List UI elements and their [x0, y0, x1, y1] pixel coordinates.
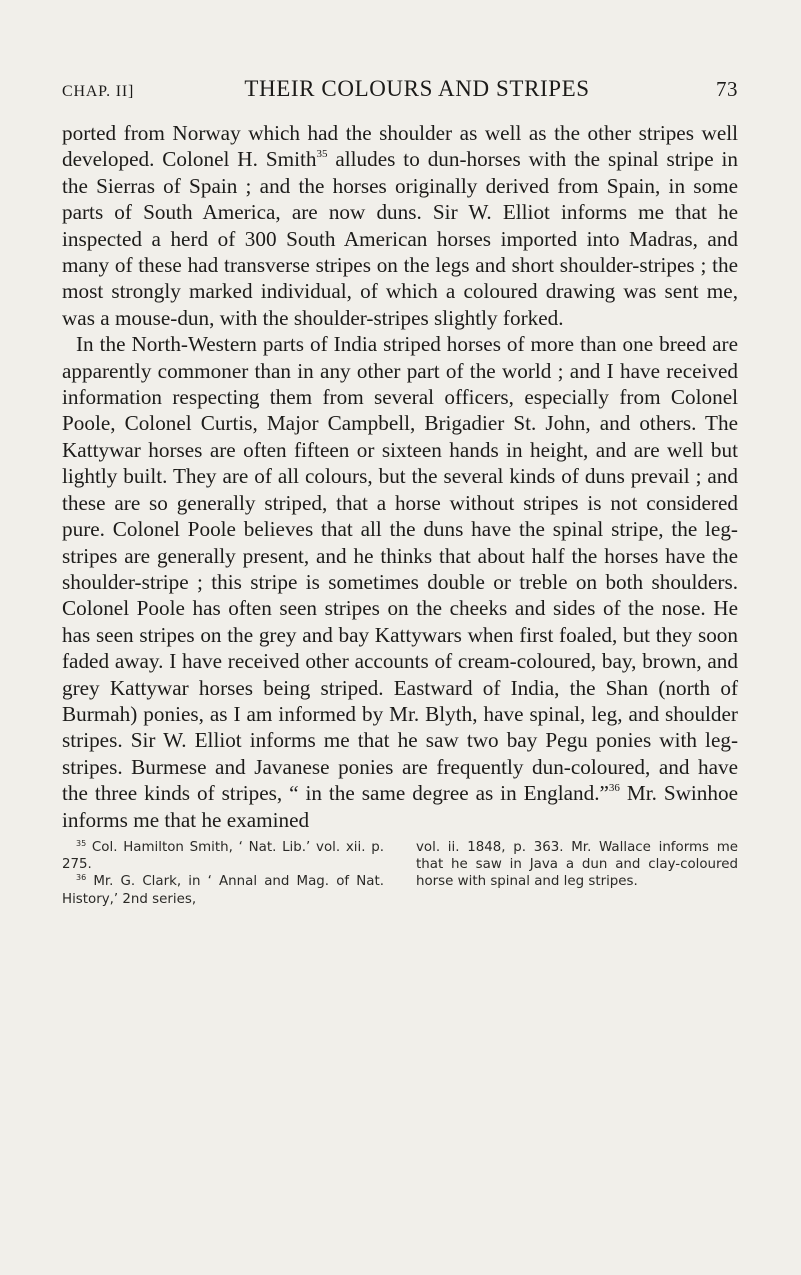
footnotes-right-column: [416, 839, 738, 908]
footnote-36: [62, 873, 384, 907]
running-head: [62, 76, 738, 102]
chapter-label: CHAP. II]: [62, 83, 135, 100]
footnote-ref-36: 36: [608, 782, 620, 795]
page-header-title: THEIR COLOURS AND STRIPES: [244, 76, 590, 101]
footnote-35: [62, 839, 384, 873]
footnote-35-text: Col. Hamilton Smith, ‘ Nat. Lib.’ vol. xii. p. 275.: [62, 839, 384, 873]
paragraph-1-text-a: ported from Norway which had the shoulder as well as the other stripes well developed. Colonel H. Smith: [62, 121, 738, 172]
book-page: [62, 76, 738, 908]
footnotes-left-column: [62, 839, 384, 908]
page-number: 73: [715, 77, 738, 101]
footnotes: [62, 839, 738, 908]
body-text: [62, 120, 738, 833]
paragraph-1-text-b: alludes to dun-horses with the spinal stripe in the Sierras of Spain ; and the horses originally derived from Spain, in some parts of South America, are now duns. Sir W. Elliot informs me that he inspected a herd of 300 South American horses imported into Madras, and many of these had transverse stripes on the legs and short shoulder-stripes ; the most strongly marked individual, of which a coloured drawing was sent me, was a mouse-dun, with the shoulder-stripes slightly forked.: [62, 147, 739, 330]
footnote-36-continued: vol. ii. 1848, p. 363. Mr. Wallace informs me that he saw in Java a dun and clay-coloured horse with spinal and leg stripes.: [416, 839, 738, 890]
footnote-ref-35: 35: [316, 148, 328, 161]
paragraph-2-text-a: In the North-Western parts of India striped horses of more than one breed are apparently commoner than in any other part of the world ; and I have received information respecting them from several officers, especially from Colonel Poole, Colonel Curtis, Major Campbell, Brigadier St. John, and others. The Kattywar horses are often fifteen or sixteen hands in height, and are well but lightly built. They are of all colours, but the several kinds of duns prevail ; and these are so generally striped, that a horse without stripes is not considered pure. Colonel Poole believes that all the duns have the spinal stripe, the leg-stripes are generally present, and he thinks that about half the horses have the shoulder-stripe ; this stripe is sometimes double or treble on both shoulders. Colonel Poole has often seen stripes on the cheeks and sides of the nose. He has seen stripes on the grey and bay Kattywars when first foaled, but they soon faded away. I have received other accounts of cream-coloured, bay, brown, and grey Kattywar horses being striped. Eastward of India, the Shan (north of Burmah) ponies, as I am informed by Mr. Blyth, have spinal, leg, and shoulder stripes. Sir W. Elliot informs me that he saw two bay Pegu ponies with leg-stripes. Burmese and Javanese ponies are frequently dun-coloured, and have the three kinds of stripes, “ in the same degree as in England.”: [62, 332, 738, 806]
footnote-36-text: Mr. G. Clark, in ‘ Annal and Mag. of Nat. History,’ 2nd series,: [62, 874, 384, 907]
paragraph-2: [62, 331, 738, 833]
paragraph-2-text-b: Mr. Swinhoe informs me that he examined: [62, 781, 738, 832]
footnote-36-mark: 36: [76, 873, 87, 883]
paragraph-1: [62, 120, 738, 331]
footnote-35-mark: 35: [76, 838, 87, 848]
